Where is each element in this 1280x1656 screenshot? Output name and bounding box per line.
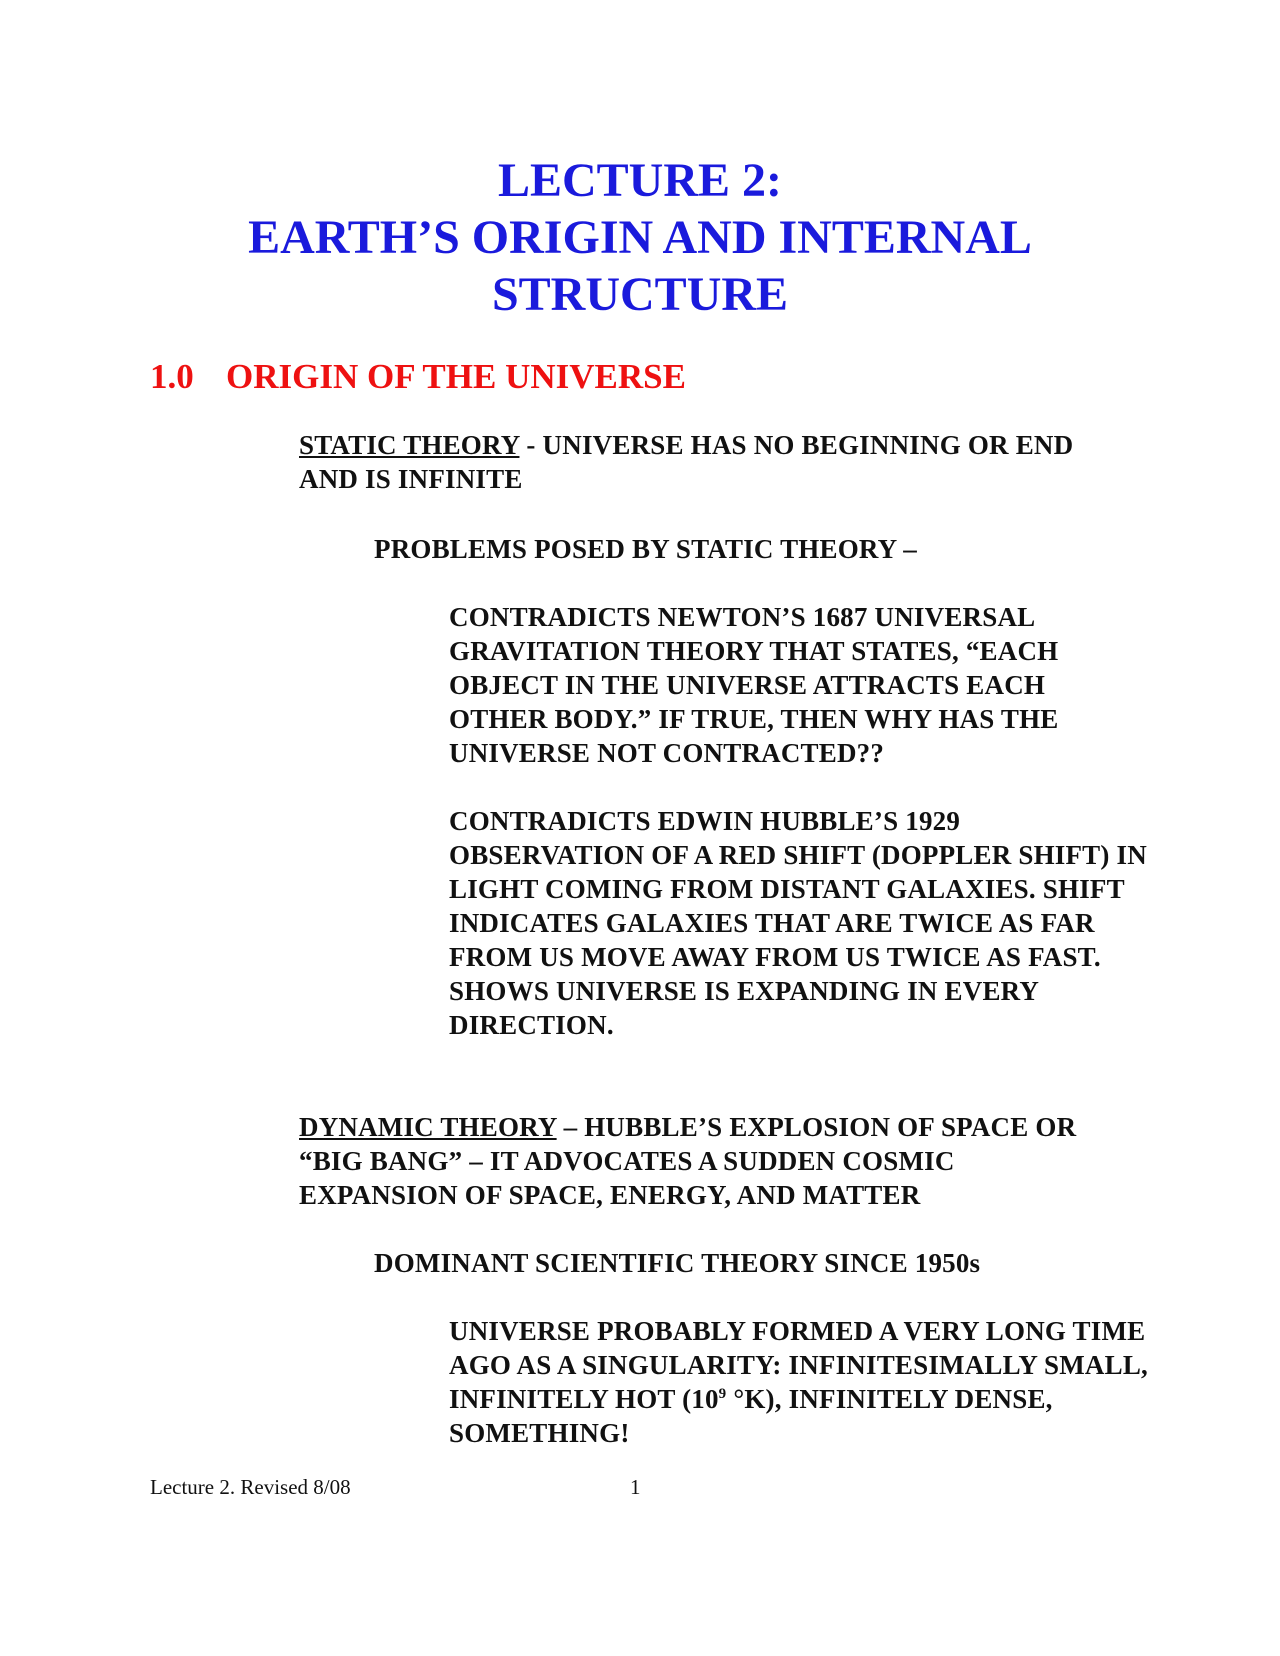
dynamic-theory-paragraph [299, 1110, 1099, 1212]
section-title: ORIGIN OF THE UNIVERSE [226, 357, 686, 396]
singularity-paragraph [449, 1314, 1149, 1450]
title-line-3: STRUCTURE [491, 268, 789, 321]
document-title [0, 152, 1280, 323]
dominant-theory-note: DOMINANT SCIENTIFIC THEORY SINCE 1950s [374, 1248, 981, 1278]
static-theory-paragraph [299, 428, 1099, 496]
singularity-text: UNIVERSE PROBABLY FORMED A VERY LONG TIME AGO AS A SINGULARITY: INFINITESIMALLY SMALL, INFINITELY HOT (10 [449, 1316, 1148, 1414]
problems-heading: PROBLEMS POSED BY STATIC THEORY – [374, 534, 918, 564]
title-line-2: EARTH’S ORIGIN AND INTERNAL [248, 211, 1032, 264]
problem-newton: CONTRADICTS NEWTON’S 1687 UNIVERSAL GRAVITATION THEORY THAT STATES, “EACH OBJECT IN THE UNIVERSE ATTRACTS EACH OTHER BODY.” IF TRUE, THEN WHY HAS THE UNIVERSE NOT CONTRACTED?? [449, 602, 1059, 768]
static-theory-definition: - UNIVERSE HAS NO BEGINNING OR END AND IS INFINITE [299, 430, 1074, 494]
page-number: 1 [630, 1475, 641, 1499]
section-heading [150, 356, 686, 398]
singularity-rest: °K), INFINITELY DENSE, SOMETHING! [449, 1384, 1053, 1448]
dynamic-theory-term: DYNAMIC THEORY [299, 1112, 557, 1142]
problem-hubble: CONTRADICTS EDWIN HUBBLE’S 1929 OBSERVATION OF A RED SHIFT (DOPPLER SHIFT) IN LIGHT COMING FROM DISTANT GALAXIES. SHIFT INDICATES GALAXIES THAT ARE TWICE AS FAR FROM US MOVE AWAY FROM US TWICE AS FAST. SHOWS UNIVERSE IS EXPANDING IN EVERY DIRECTION. [449, 806, 1147, 1040]
static-theory-term: STATIC THEORY [299, 430, 520, 460]
singularity-exponent: 9 [718, 1386, 727, 1402]
footer-revision: Lecture 2. Revised 8/08 [150, 1475, 351, 1499]
title-line-1: LECTURE 2: [497, 154, 783, 207]
section-number: 1.0 [150, 357, 194, 396]
dynamic-theory-definition: – HUBBLE’S EXPLOSION OF SPACE OR “BIG BANG” – IT ADVOCATES A SUDDEN COSMIC EXPANSION OF SPACE, ENERGY, AND MATTER [299, 1112, 1077, 1210]
